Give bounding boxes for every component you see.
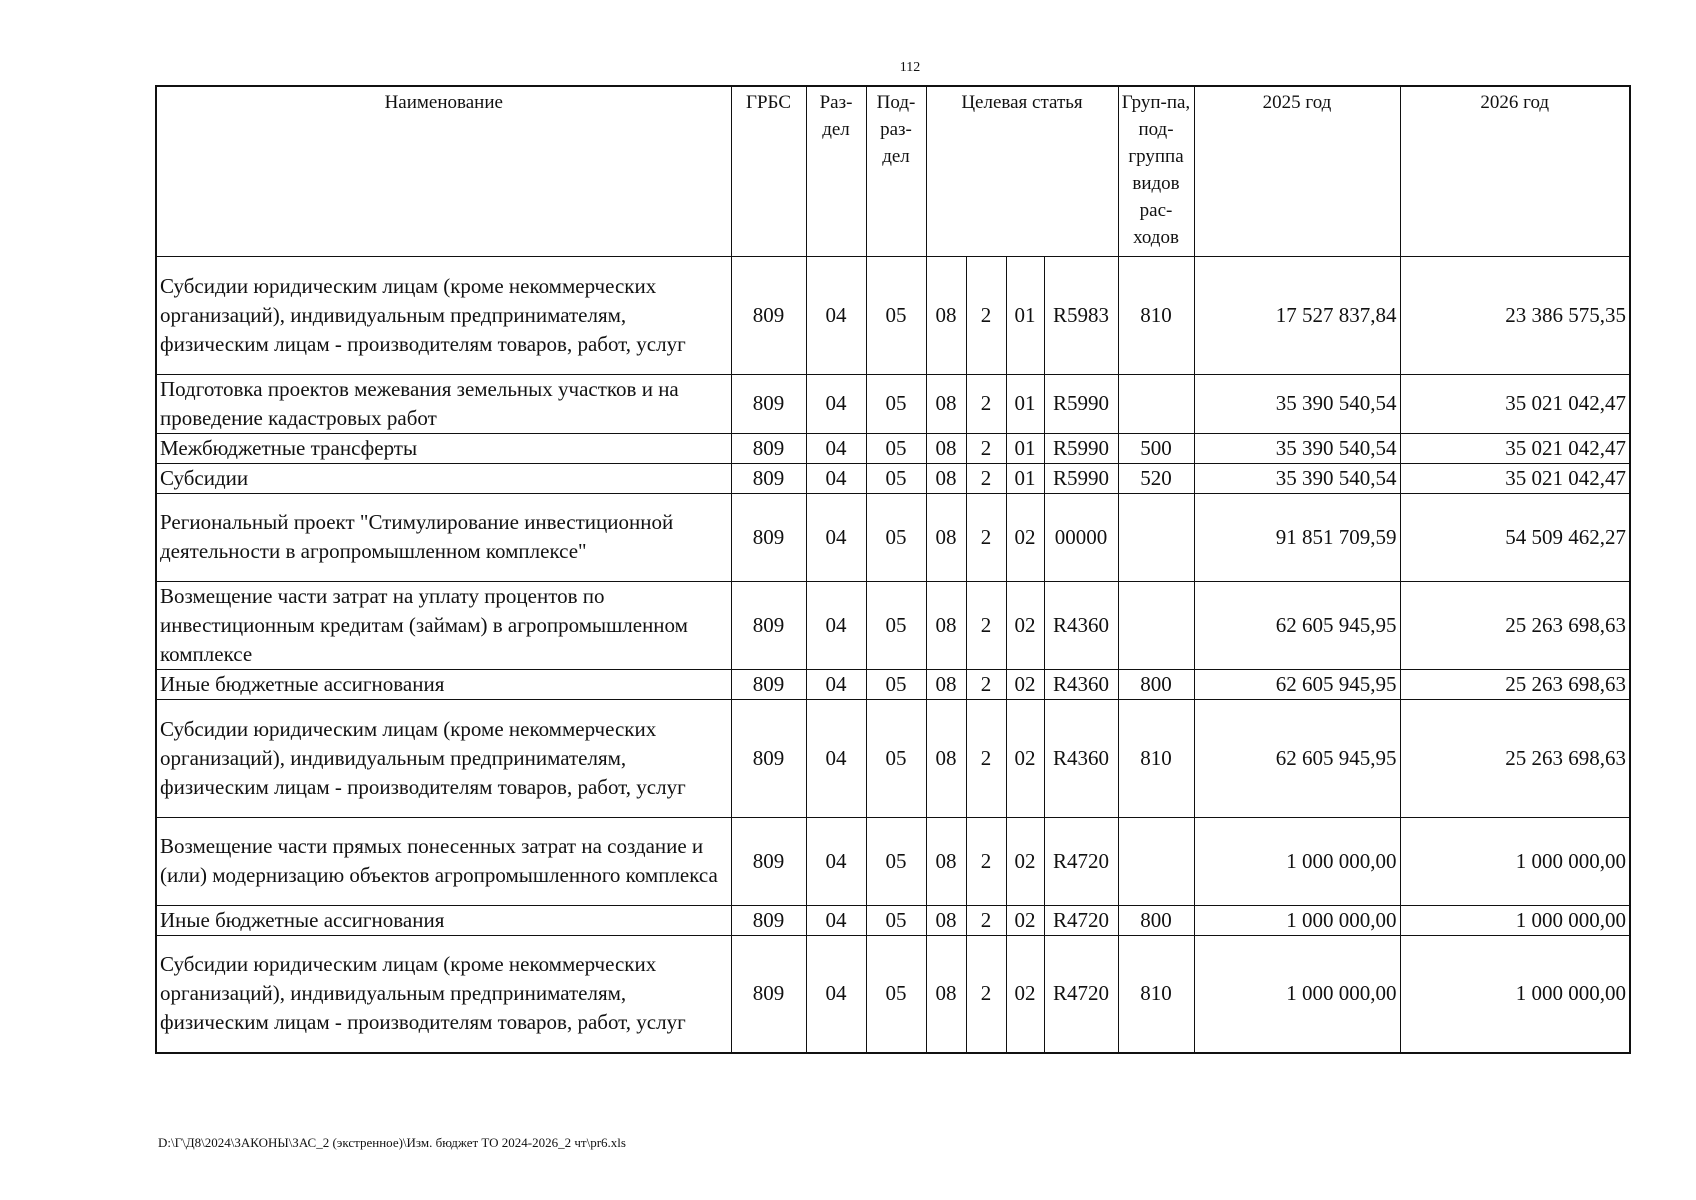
cell-target-subprogram: 01 (1006, 256, 1044, 374)
cell-target-code: R5990 (1044, 433, 1118, 463)
cell-target-subprogram: 02 (1006, 493, 1044, 581)
cell-target-subprogram: 02 (1006, 817, 1044, 905)
cell-target-program: 08 (926, 817, 966, 905)
cell-podrazdel: 05 (866, 817, 926, 905)
cell-razdel: 04 (806, 256, 866, 374)
cell-target-code: R4360 (1044, 699, 1118, 817)
cell-target-subprogram: 02 (1006, 581, 1044, 669)
cell-target-type: 2 (966, 463, 1006, 493)
cell-razdel: 04 (806, 433, 866, 463)
budget-table (155, 85, 1631, 1054)
cell-amount-2025: 17 527 837,84 (1194, 256, 1400, 374)
cell-podrazdel: 05 (866, 256, 926, 374)
cell-target-code: R5990 (1044, 463, 1118, 493)
cell-target-type: 2 (966, 905, 1006, 935)
cell-target-code: R4360 (1044, 581, 1118, 669)
header-podrazdel: Под-раз-дел (866, 86, 926, 256)
table-row (156, 935, 1630, 1053)
cell-grbs: 809 (731, 699, 806, 817)
cell-target-code: R4720 (1044, 935, 1118, 1053)
cell-target-program: 08 (926, 374, 966, 433)
cell-podrazdel: 05 (866, 581, 926, 669)
cell-amount-2025: 91 851 709,59 (1194, 493, 1400, 581)
cell-amount-2025: 35 390 540,54 (1194, 433, 1400, 463)
header-year-2025: 2025 год (1194, 86, 1400, 256)
table-row (156, 493, 1630, 581)
cell-expense-group (1118, 374, 1194, 433)
cell-target-type: 2 (966, 581, 1006, 669)
cell-name: Субсидии (156, 463, 731, 493)
header-year-2026: 2026 год (1400, 86, 1630, 256)
cell-target-subprogram: 01 (1006, 463, 1044, 493)
table-row (156, 699, 1630, 817)
cell-podrazdel: 05 (866, 493, 926, 581)
cell-expense-group (1118, 817, 1194, 905)
cell-target-subprogram: 02 (1006, 699, 1044, 817)
cell-name: Субсидии юридическим лицам (кроме некоммерческих организаций), индивидуальным предпринимателям, физическим лицам - производителям товаров, работ, услуг (156, 699, 731, 817)
cell-name: Субсидии юридическим лицам (кроме некоммерческих организаций), индивидуальным предпринимателям, физическим лицам - производителям товаров, работ, услуг (156, 935, 731, 1053)
cell-name: Иные бюджетные ассигнования (156, 905, 731, 935)
cell-target-program: 08 (926, 905, 966, 935)
cell-target-type: 2 (966, 935, 1006, 1053)
cell-grbs: 809 (731, 669, 806, 699)
cell-expense-group: 810 (1118, 256, 1194, 374)
table-row (156, 669, 1630, 699)
cell-podrazdel: 05 (866, 905, 926, 935)
cell-podrazdel: 05 (866, 935, 926, 1053)
cell-name: Подготовка проектов межевания земельных участков и на проведение кадастровых работ (156, 374, 731, 433)
cell-amount-2025: 62 605 945,95 (1194, 669, 1400, 699)
cell-amount-2026: 35 021 042,47 (1400, 433, 1630, 463)
table-row (156, 817, 1630, 905)
cell-grbs: 809 (731, 905, 806, 935)
cell-target-program: 08 (926, 581, 966, 669)
cell-podrazdel: 05 (866, 433, 926, 463)
file-path-footer: D:\Г\Д8\2024\ЗАКОНЫ\ЗАС_2 (экстренное)\Изм. бюджет ТО 2024-2026_2 чт\pr6.xls (158, 1135, 626, 1150)
cell-expense-group: 500 (1118, 433, 1194, 463)
cell-target-program: 08 (926, 493, 966, 581)
cell-podrazdel: 05 (866, 669, 926, 699)
cell-amount-2026: 35 021 042,47 (1400, 374, 1630, 433)
cell-target-subprogram: 02 (1006, 905, 1044, 935)
cell-razdel: 04 (806, 935, 866, 1053)
cell-amount-2025: 35 390 540,54 (1194, 374, 1400, 433)
header-row (156, 86, 1630, 256)
cell-grbs: 809 (731, 581, 806, 669)
cell-target-code: R4720 (1044, 817, 1118, 905)
cell-amount-2025: 62 605 945,95 (1194, 699, 1400, 817)
header-expense-group: Груп-па, под-группа видов рас-ходов (1118, 86, 1194, 256)
cell-amount-2026: 1 000 000,00 (1400, 817, 1630, 905)
cell-amount-2026: 25 263 698,63 (1400, 699, 1630, 817)
cell-target-code: R4360 (1044, 669, 1118, 699)
cell-amount-2025: 1 000 000,00 (1194, 817, 1400, 905)
cell-grbs: 809 (731, 433, 806, 463)
table-row (156, 581, 1630, 669)
cell-amount-2026: 1 000 000,00 (1400, 935, 1630, 1053)
cell-name: Межбюджетные трансферты (156, 433, 731, 463)
cell-target-type: 2 (966, 493, 1006, 581)
cell-podrazdel: 05 (866, 699, 926, 817)
cell-target-type: 2 (966, 374, 1006, 433)
cell-podrazdel: 05 (866, 374, 926, 433)
cell-amount-2026: 25 263 698,63 (1400, 581, 1630, 669)
table-row (156, 905, 1630, 935)
cell-expense-group: 800 (1118, 905, 1194, 935)
cell-expense-group: 520 (1118, 463, 1194, 493)
cell-target-subprogram: 02 (1006, 935, 1044, 1053)
cell-name: Иные бюджетные ассигнования (156, 669, 731, 699)
cell-target-program: 08 (926, 935, 966, 1053)
cell-expense-group: 800 (1118, 669, 1194, 699)
cell-target-type: 2 (966, 256, 1006, 374)
cell-razdel: 04 (806, 374, 866, 433)
cell-target-type: 2 (966, 817, 1006, 905)
cell-target-program: 08 (926, 463, 966, 493)
table-row (156, 374, 1630, 433)
table-row (156, 463, 1630, 493)
table-row (156, 256, 1630, 374)
cell-target-code: 00000 (1044, 493, 1118, 581)
table-row (156, 433, 1630, 463)
cell-grbs: 809 (731, 493, 806, 581)
cell-target-program: 08 (926, 699, 966, 817)
cell-target-program: 08 (926, 433, 966, 463)
cell-target-program: 08 (926, 256, 966, 374)
page-number: 112 (899, 60, 921, 75)
cell-amount-2025: 62 605 945,95 (1194, 581, 1400, 669)
cell-name: Возмещение части затрат на уплату процентов по инвестиционным кредитам (займам) в агропромышленном комплексе (156, 581, 731, 669)
cell-expense-group: 810 (1118, 699, 1194, 817)
header-grbs: ГРБС (731, 86, 806, 256)
cell-expense-group (1118, 493, 1194, 581)
cell-target-program: 08 (926, 669, 966, 699)
cell-target-code: R4720 (1044, 905, 1118, 935)
cell-grbs: 809 (731, 463, 806, 493)
cell-grbs: 809 (731, 374, 806, 433)
cell-target-subprogram: 01 (1006, 374, 1044, 433)
cell-podrazdel: 05 (866, 463, 926, 493)
cell-target-type: 2 (966, 699, 1006, 817)
cell-target-subprogram: 02 (1006, 669, 1044, 699)
cell-name: Возмещение части прямых понесенных затрат на создание и (или) модернизацию объектов агропромышленного комплекса (156, 817, 731, 905)
cell-grbs: 809 (731, 817, 806, 905)
cell-razdel: 04 (806, 817, 866, 905)
cell-amount-2026: 23 386 575,35 (1400, 256, 1630, 374)
cell-razdel: 04 (806, 905, 866, 935)
cell-target-type: 2 (966, 433, 1006, 463)
cell-name: Субсидии юридическим лицам (кроме некоммерческих организаций), индивидуальным предпринимателям, физическим лицам - производителям товаров, работ, услуг (156, 256, 731, 374)
cell-razdel: 04 (806, 669, 866, 699)
cell-razdel: 04 (806, 493, 866, 581)
cell-name: Региональный проект "Стимулирование инвестиционной деятельности в агропромышленном комплексе" (156, 493, 731, 581)
header-name: Наименование (156, 86, 731, 256)
cell-razdel: 04 (806, 699, 866, 817)
cell-target-type: 2 (966, 669, 1006, 699)
cell-expense-group: 810 (1118, 935, 1194, 1053)
cell-razdel: 04 (806, 581, 866, 669)
cell-target-subprogram: 01 (1006, 433, 1044, 463)
cell-amount-2025: 1 000 000,00 (1194, 905, 1400, 935)
table-body (156, 256, 1630, 1053)
cell-grbs: 809 (731, 256, 806, 374)
cell-amount-2026: 1 000 000,00 (1400, 905, 1630, 935)
header-target-article: Целевая статья (926, 86, 1118, 256)
cell-grbs: 809 (731, 935, 806, 1053)
cell-amount-2026: 35 021 042,47 (1400, 463, 1630, 493)
cell-razdel: 04 (806, 463, 866, 493)
cell-amount-2026: 54 509 462,27 (1400, 493, 1630, 581)
cell-amount-2025: 35 390 540,54 (1194, 463, 1400, 493)
cell-amount-2026: 25 263 698,63 (1400, 669, 1630, 699)
cell-target-code: R5990 (1044, 374, 1118, 433)
cell-expense-group (1118, 581, 1194, 669)
header-razdel: Раз-дел (806, 86, 866, 256)
cell-amount-2025: 1 000 000,00 (1194, 935, 1400, 1053)
cell-target-code: R5983 (1044, 256, 1118, 374)
